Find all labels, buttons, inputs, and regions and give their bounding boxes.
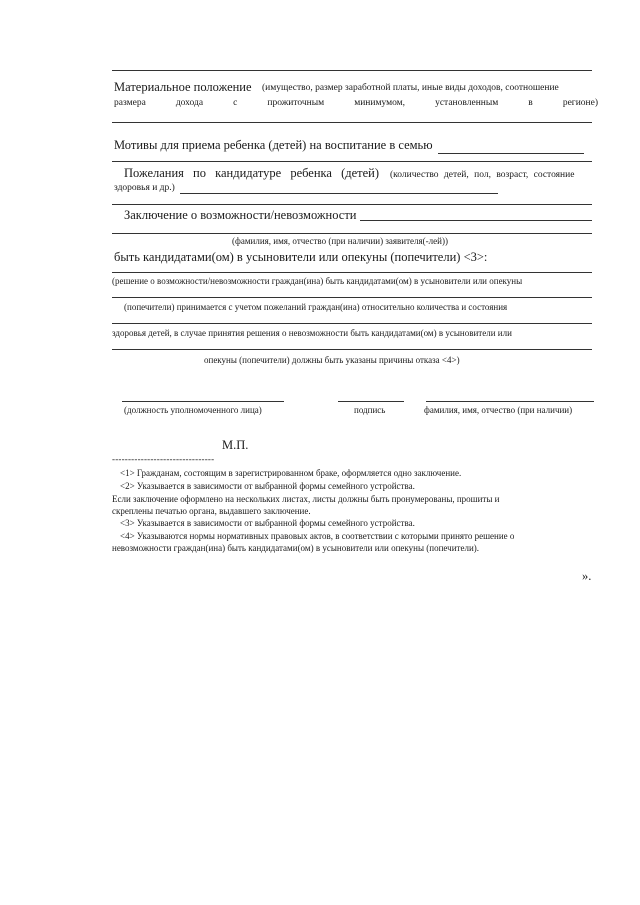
material-hint-word: минимумом, (354, 98, 406, 108)
motives-fill-line (438, 153, 584, 154)
material-hint-2 (114, 98, 598, 108)
footnote-2: <2> Указывается в зависимости от выбранной формы семейного устройства. (120, 481, 415, 491)
footnote-4-line-1: <4> Указываются нормы нормативных правовых актов, в соответствии с которыми принято решение о (120, 531, 515, 541)
decision-caption-4: опекуны (попечители) должны быть указаны причины отказа <4>) (204, 355, 460, 365)
material-hint-word: регионе) (562, 98, 598, 108)
material-hint-1: (имущество, размер заработной платы, иные виды доходов, соотношение (262, 83, 559, 93)
decision-caption-3: здоровья детей, в случае принятия решения о невозможности быть кандидатами(ом) в усыновители или (112, 328, 512, 338)
conclusion-label: Заключение о возможности/невозможности (124, 208, 357, 222)
material-hint-word: в (528, 98, 533, 108)
footnote-4-line-2: невозможности граждан(ина) быть кандидатами(ом) в усыновители или опекуны (попечители). (112, 543, 480, 553)
material-label: Материальное положение (114, 80, 252, 94)
material-rule (112, 122, 592, 123)
material-hint-word: дохода (175, 98, 204, 108)
motives-rule (112, 161, 592, 162)
decision-rule-2 (112, 297, 592, 298)
material-hint-word: установленным (435, 98, 499, 108)
wishes-fill-line (180, 193, 498, 194)
wishes-rule (112, 204, 592, 205)
decision-rule-4 (112, 349, 592, 350)
position-caption: (должность уполномоченного лица) (124, 405, 262, 415)
wishes-label: Пожелания по кандидатуре ребенка (детей) (124, 166, 380, 180)
stamp-placeholder: М.П. (222, 438, 249, 452)
signature-line (338, 401, 404, 402)
footnote-1: <1> Гражданам, состоящим в зарегистрированном браке, оформляется одно заключение. (120, 468, 462, 478)
closing-quote: ». (582, 569, 592, 583)
top-rule (112, 70, 592, 71)
footnote-2-cont-1: Если заключение оформлено на нескольких листах, листы должны быть пронумерованы, прошиты и (112, 494, 500, 504)
applicant-caption: (фамилия, имя, отчество (при наличии) заявителя(-лей)) (232, 236, 448, 246)
wishes-hint-2: здоровья и др.) (114, 183, 175, 193)
conclusion-fill-line (360, 220, 592, 221)
decision-caption-1: (решение о возможности/невозможности граждан(ина) быть кандидатами(ом) в усыновители или опекуны (112, 276, 523, 286)
decision-caption-2: (попечители) принимается с учетом пожеланий граждан(ина) относительно количества и состояния (124, 302, 508, 312)
signature-caption: подпись (354, 405, 386, 415)
footnote-3: <3> Указывается в зависимости от выбранной формы семейного устройства. (120, 518, 415, 528)
wishes-hint-1: (количество детей, пол, возраст, состояние (390, 170, 575, 180)
material-hint-word: размера (114, 98, 146, 108)
name-caption: фамилия, имя, отчество (при наличии) (424, 405, 573, 415)
motives-label: Мотивы для приема ребенка (детей) на воспитание в семью (114, 138, 433, 152)
candidate-line: быть кандидатами(ом) в усыновители или опекуны (попечители) <3>: (114, 250, 488, 264)
decision-rule-1 (112, 272, 592, 273)
material-hint-word: прожиточным (267, 98, 325, 108)
material-hint-word: с (233, 98, 238, 108)
footnote-separator: -------------------------------- (112, 454, 215, 464)
decision-rule-3 (112, 323, 592, 324)
name-sign-line (426, 401, 594, 402)
applicant-rule (112, 233, 592, 234)
footnote-2-cont-2: скреплены печатью органа, выдавшего заключение. (112, 506, 311, 516)
position-sign-line (122, 401, 284, 402)
